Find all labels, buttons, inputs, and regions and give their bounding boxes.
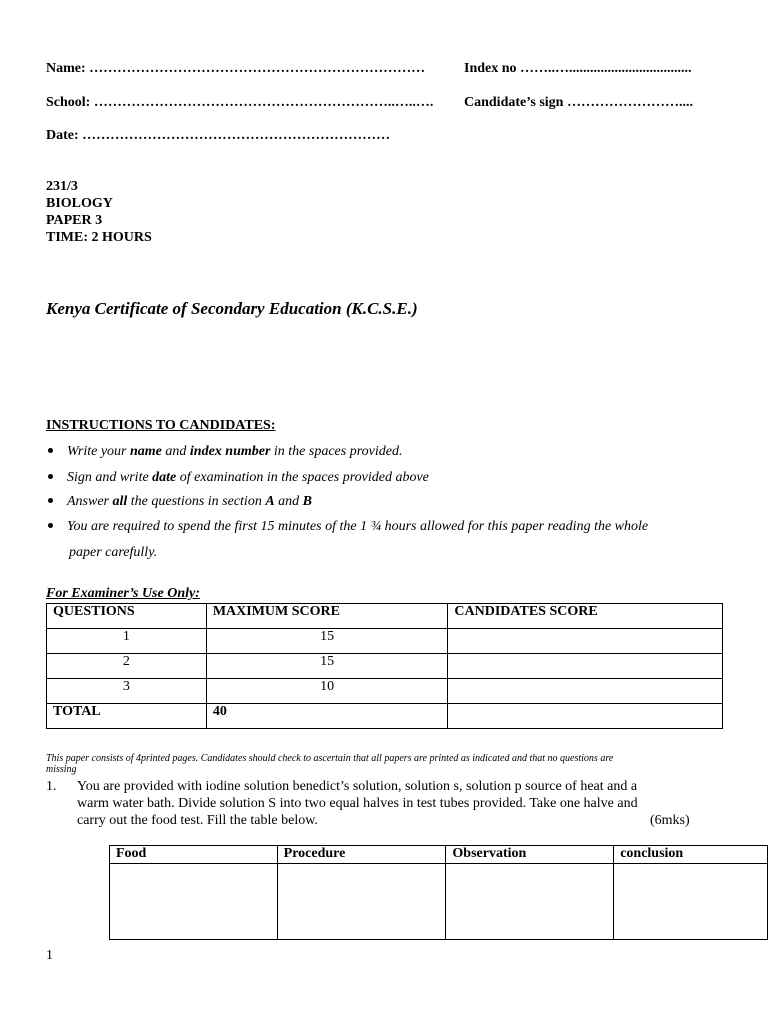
instruction-text: Answer <box>67 494 113 509</box>
total-label-cell: TOTAL <box>47 704 207 729</box>
bullet-icon <box>48 448 53 453</box>
table-header-row <box>47 604 723 629</box>
instruction-emphasis: A <box>265 494 275 509</box>
instruction-item-3 <box>46 494 312 510</box>
bullet-icon <box>48 474 53 479</box>
question-1-line-3: carry out the food test. Fill the table below. <box>77 813 318 828</box>
column-header-questions: QUESTIONS <box>47 604 207 629</box>
instruction-text: in the spaces provided. <box>270 444 403 459</box>
table-header-row <box>110 846 768 864</box>
candidate-score-cell[interactable] <box>448 679 723 704</box>
column-header-observation: Observation <box>446 846 614 864</box>
bullet-icon <box>48 498 53 503</box>
instruction-item-2 <box>46 470 429 486</box>
maximum-score-cell: 10 <box>206 679 448 704</box>
pages-note-line-1: This paper consists of 4printed pages. Candidates should check to ascertain that all papers are printed as indicated and that no questions are <box>46 753 614 764</box>
procedure-answer-cell[interactable] <box>277 864 446 940</box>
examiner-use-label: For Examiner’s Use Only: <box>46 586 200 601</box>
table-row <box>47 654 723 679</box>
bullet-icon <box>48 523 53 528</box>
name-dots: ……………………………………………………………… <box>89 61 426 76</box>
instruction-text: of examination in the spaces provided above <box>176 470 429 485</box>
question-1-line-2: warm water bath. Divide solution S into two equal halves in test tubes provided. Take one halve and <box>77 796 638 811</box>
name-label: Name: <box>46 61 86 76</box>
question-1-number: 1. <box>46 779 57 794</box>
school-label: School: <box>46 95 91 110</box>
index-line <box>464 61 692 77</box>
total-value-cell: 40 <box>206 704 448 729</box>
paper-code: 231/3 <box>46 179 78 194</box>
column-header-conclusion: conclusion <box>614 846 768 864</box>
question-number-cell: 2 <box>47 654 207 679</box>
question-1-text <box>77 778 638 829</box>
observation-answer-cell[interactable] <box>446 864 614 940</box>
instruction-item-4 <box>46 519 648 535</box>
candidate-sign-line <box>464 95 693 111</box>
instruction-emphasis: B <box>302 494 313 509</box>
paper-number: PAPER 3 <box>46 213 103 228</box>
total-candidate-score-cell[interactable] <box>448 704 723 729</box>
instruction-emphasis: all <box>112 494 128 509</box>
examiner-score-table <box>46 603 723 729</box>
name-line <box>46 61 425 77</box>
exam-title: Kenya Certificate of Secondary Education (K.C.S.E.) <box>46 299 418 318</box>
candidate-score-cell[interactable] <box>448 654 723 679</box>
table-row <box>47 629 723 654</box>
date-line <box>46 128 390 144</box>
instruction-emphasis: date <box>152 470 177 485</box>
instruction-emphasis: index number <box>189 444 271 459</box>
instruction-item-4-continued: paper carefully. <box>69 545 158 560</box>
date-dots: ………………………………………………………… <box>82 128 391 143</box>
column-header-procedure: Procedure <box>277 846 446 864</box>
paper-subject: BIOLOGY <box>46 196 113 211</box>
page-number: 1 <box>46 948 53 963</box>
instructions-title: INSTRUCTIONS TO CANDIDATES: <box>46 418 276 433</box>
instruction-text: Write your <box>67 444 130 459</box>
pages-note-line-2: missing <box>46 764 77 775</box>
candidate-sign-dots: …………………….... <box>566 95 693 110</box>
conclusion-answer-cell[interactable] <box>614 864 768 940</box>
question-1-marks: (6mks) <box>650 813 690 828</box>
column-header-food: Food <box>110 846 278 864</box>
index-label: Index no <box>464 61 517 76</box>
candidate-score-cell[interactable] <box>448 629 723 654</box>
table-row <box>47 679 723 704</box>
instruction-text: and <box>161 444 190 459</box>
instruction-item-1 <box>46 444 402 460</box>
school-line <box>46 95 433 111</box>
question-number-cell: 1 <box>47 629 207 654</box>
instruction-text: and <box>274 494 303 509</box>
index-dots: ……..…................................... <box>520 61 692 76</box>
column-header-maximum-score: MAXIMUM SCORE <box>206 604 448 629</box>
table-total-row <box>47 704 723 729</box>
instruction-text: Sign and write <box>67 470 153 485</box>
instruction-text: You are required to spend the first 15 minutes of the 1 ¾ hours allowed for this paper reading the whole <box>67 519 649 534</box>
instruction-text: the questions in section <box>127 494 266 509</box>
column-header-candidates-score: CANDIDATES SCORE <box>448 604 723 629</box>
food-answer-cell[interactable] <box>110 864 278 940</box>
maximum-score-cell: 15 <box>206 629 448 654</box>
question-1-line-1: You are provided with iodine solution benedict’s solution, solution s, solution p source of heat and a <box>77 779 638 794</box>
maximum-score-cell: 15 <box>206 654 448 679</box>
school-dots: ………………………………………………………..…..…. <box>93 95 434 110</box>
date-label: Date: <box>46 128 79 143</box>
candidate-sign-label: Candidate’s sign <box>464 95 564 110</box>
question-number-cell: 3 <box>47 679 207 704</box>
food-test-table <box>109 845 768 940</box>
table-row <box>110 864 768 940</box>
instruction-emphasis: name <box>130 444 162 459</box>
paper-code-block <box>46 178 152 246</box>
paper-time: TIME: 2 HOURS <box>46 230 152 245</box>
pages-note <box>46 753 613 775</box>
